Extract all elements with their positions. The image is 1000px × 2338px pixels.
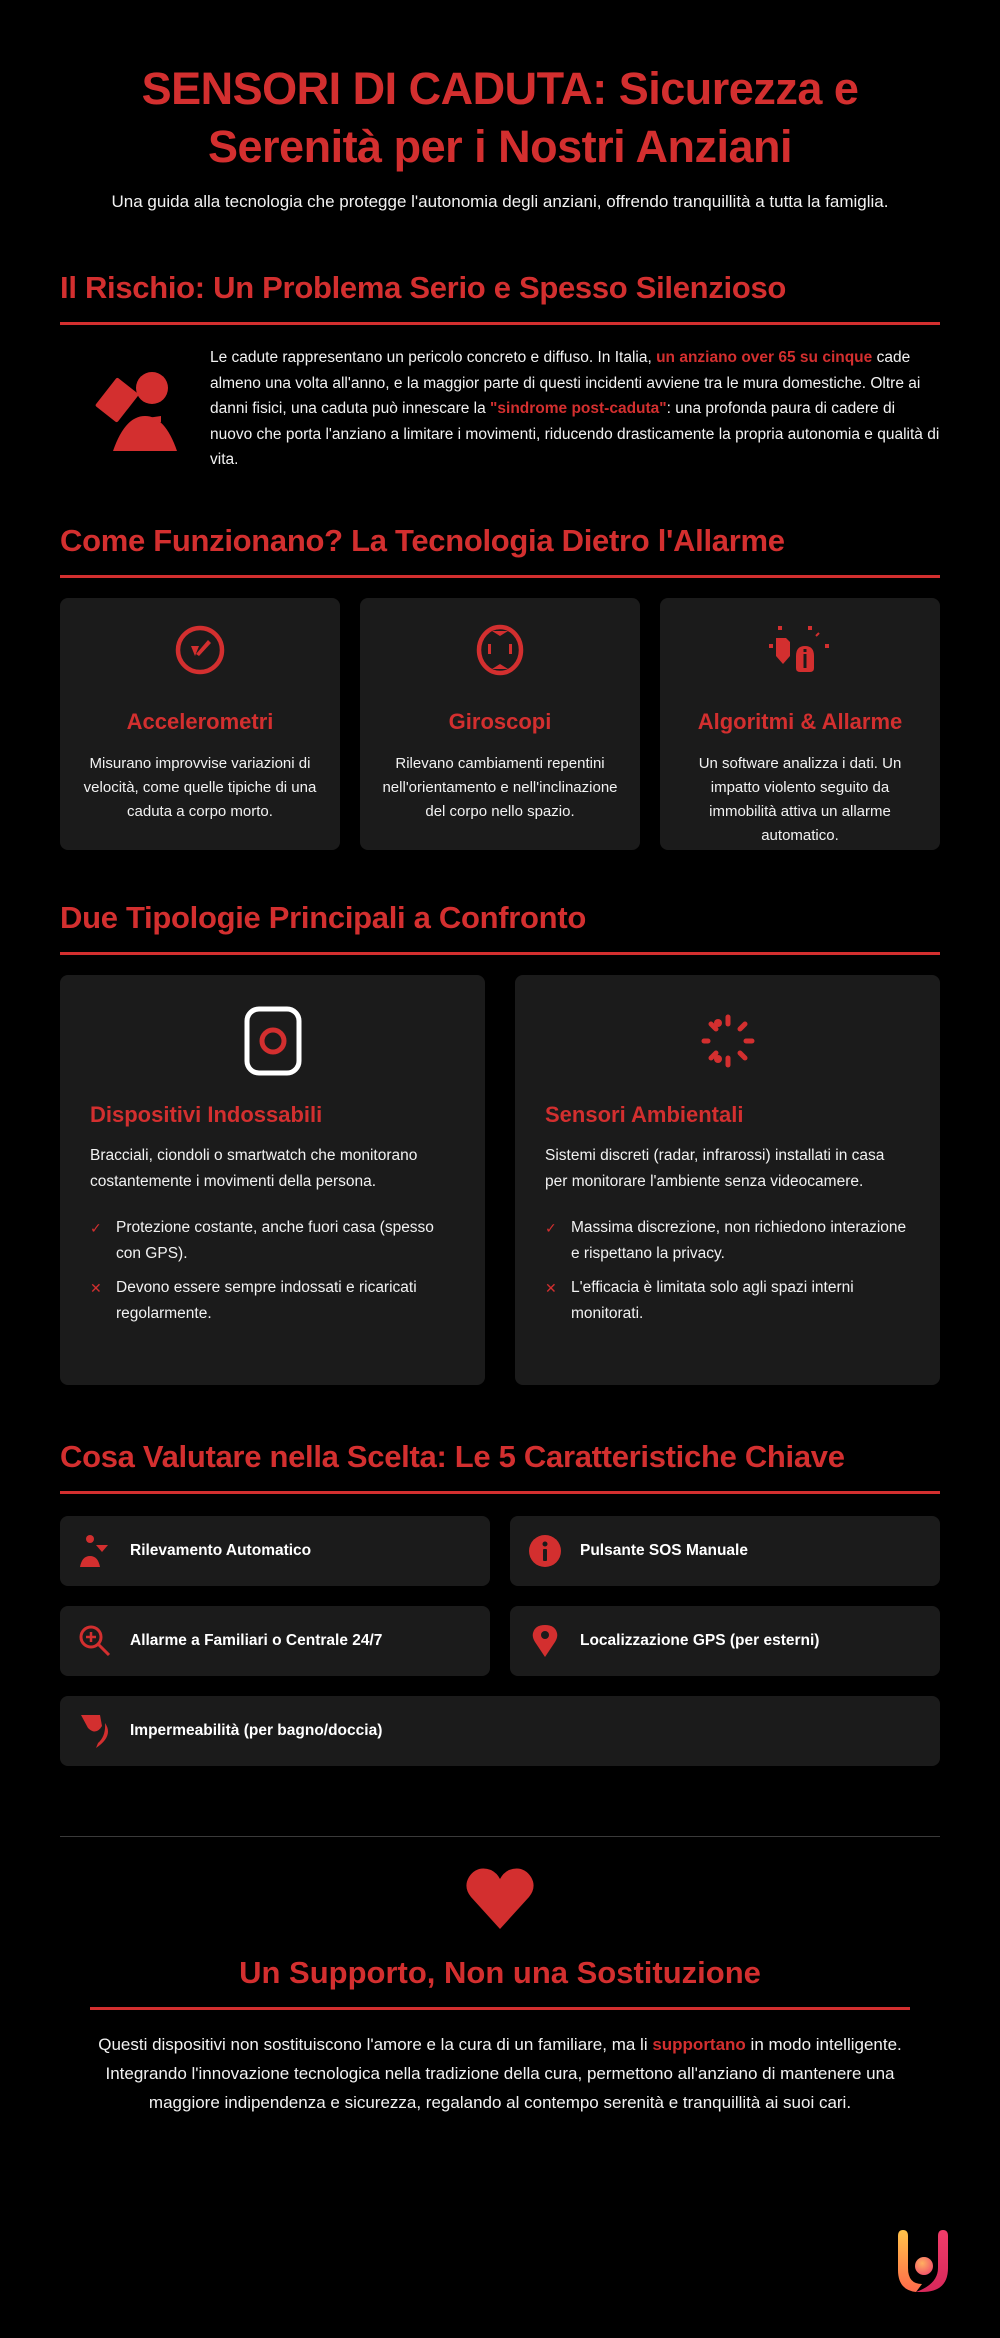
feature-alarm-24-7 (60, 1606, 490, 1676)
check-icon: ✓ (90, 1219, 102, 1236)
con-item: ✕ L'efficacia è limitata solo agli spazi interni monitorati. (545, 1275, 910, 1327)
compass-icon (378, 622, 622, 678)
map-pin-icon (528, 1624, 562, 1658)
pro-item: ✓ Protezione costante, anche fuori casa (spesso con GPS). (90, 1215, 455, 1267)
radar-sensor-icon (545, 1005, 910, 1077)
tech-card-algorithms (660, 598, 940, 850)
page-subtitle: Una guida alla tecnologia che protegge l'autonomia degli anziani, offrendo tranquillità a tutta la famiglia. (111, 192, 889, 211)
features-heading: Cosa Valutare nella Scelta: Le 5 Caratteristiche Chiave (60, 1437, 940, 1494)
tech-card-accelerometers (60, 598, 340, 850)
feature-label: Localizzazione GPS (per esterni) (580, 1631, 820, 1649)
cross-icon: ✕ (545, 1279, 557, 1296)
card-title: Dispositivi Indossabili (90, 1101, 323, 1127)
highlight-statistic: un anziano over 65 su cinque (656, 349, 873, 366)
risk-heading: Il Rischio: Un Problema Serio e Spesso Silenzioso (60, 268, 940, 325)
card-title: Sensori Ambientali (545, 1101, 744, 1127)
conclusion-paragraph: Questi dispositivi non sostituiscono l'amore e la cura di un familiare, ma li supportano in modo intelligente. Integrando l'innovazione tecnologica nella tradizione della cura, permettono all'anziano di mantenere una maggiore indipendenza e sicurezza, regalando al contempo serenità e tranquillità ai suoi cari. (98, 2034, 902, 2112)
card-title: Accelerometri (126, 708, 274, 734)
highlight-support: supportano (652, 2034, 746, 2054)
feature-sos-button (510, 1516, 940, 1586)
card-title: Giroscopi (448, 708, 552, 734)
feature-automatic-detection (60, 1516, 490, 1586)
hero (0, 0, 1000, 218)
card-text: Misurano improvvise variazioni di velocità, come quelle tipiche di una caduta a corpo morto. (83, 754, 317, 820)
card-text: Rilevano cambiamenti repentini nell'orientamento e nell'inclinazione del corpo nello spazio. (382, 754, 618, 820)
feature-label: Impermeabilità (per bagno/doccia) (130, 1721, 383, 1739)
zoom-plus-icon (78, 1624, 112, 1658)
tech-card-gyroscopes (360, 598, 640, 850)
key-features-section (60, 1437, 940, 1766)
feature-label: Allarme a Familiari o Centrale 24/7 (130, 1631, 383, 1649)
section-divider (60, 1836, 940, 1837)
card-text: Un software analizza i dati. Un impatto violento seguito da immobilità attiva un allarme automatico. (698, 754, 902, 844)
speedometer-icon (78, 622, 322, 678)
page-title: SENSORI DI CADUTA: Sicurezza e Serenità per i Nostri Anziani (141, 63, 859, 172)
feature-label: Rilevamento Automatico (130, 1541, 312, 1559)
water-drop-icon (78, 1714, 112, 1748)
person-fall-detect-icon (78, 1534, 112, 1568)
con-item: ✕ Devono essere sempre indossati e ricaricati regolarmente. (90, 1275, 455, 1327)
feature-waterproof (60, 1696, 940, 1766)
pro-item: ✓ Massima discrezione, non richiedono interazione e rispettano la privacy. (545, 1215, 910, 1267)
how-heading: Come Funzionano? La Tecnologia Dietro l'Allarme (60, 521, 940, 578)
highlight-syndrome: "sindrome post-caduta" (490, 400, 667, 417)
card-description: Sistemi discreti (radar, infrarossi) installati in casa per monitorare l'ambiente senza videocamere. (545, 1146, 885, 1190)
brand-logo (888, 2228, 960, 2305)
info-circle-icon (528, 1534, 562, 1568)
check-icon: ✓ (545, 1219, 557, 1236)
cross-icon: ✕ (90, 1279, 102, 1296)
feature-gps-location (510, 1606, 940, 1676)
heart-icon (60, 1867, 940, 1929)
conclusion-section (60, 1867, 940, 2117)
risk-section (60, 268, 940, 473)
device-types-section (60, 898, 940, 1385)
types-heading: Due Tipologie Principali a Confronto (60, 898, 940, 955)
card-description: Bracciali, ciondoli o smartwatch che monitorano costantemente i movimenti della persona. (90, 1146, 418, 1190)
type-card-ambient (515, 975, 940, 1385)
risk-paragraph: Le cadute rappresentano un pericolo concreto e diffuso. In Italia, un anziano over 65 su cinque cade almeno una volta all'anno, e la maggior parte di questi incidenti avviene tra le mura domestiche. Oltre ai danni fisici, una caduta può innescare la "sindrome post-caduta": una profonda paura di cadere di nuovo che porta l'anziano a limitare i movimenti, riducendo drasticamente la propria autonomia e qualità di vita. (210, 349, 940, 468)
type-card-wearable (60, 975, 485, 1385)
conclusion-heading: Un Supporto, Non una Sostituzione (90, 1953, 910, 2010)
card-title: Algoritmi & Allarme (697, 708, 903, 734)
alarm-info-icon (678, 622, 922, 678)
smartwatch-icon (90, 1005, 455, 1077)
feature-label: Pulsante SOS Manuale (580, 1541, 748, 1559)
person-falling-icon (60, 366, 210, 452)
how-it-works-section (60, 521, 940, 850)
